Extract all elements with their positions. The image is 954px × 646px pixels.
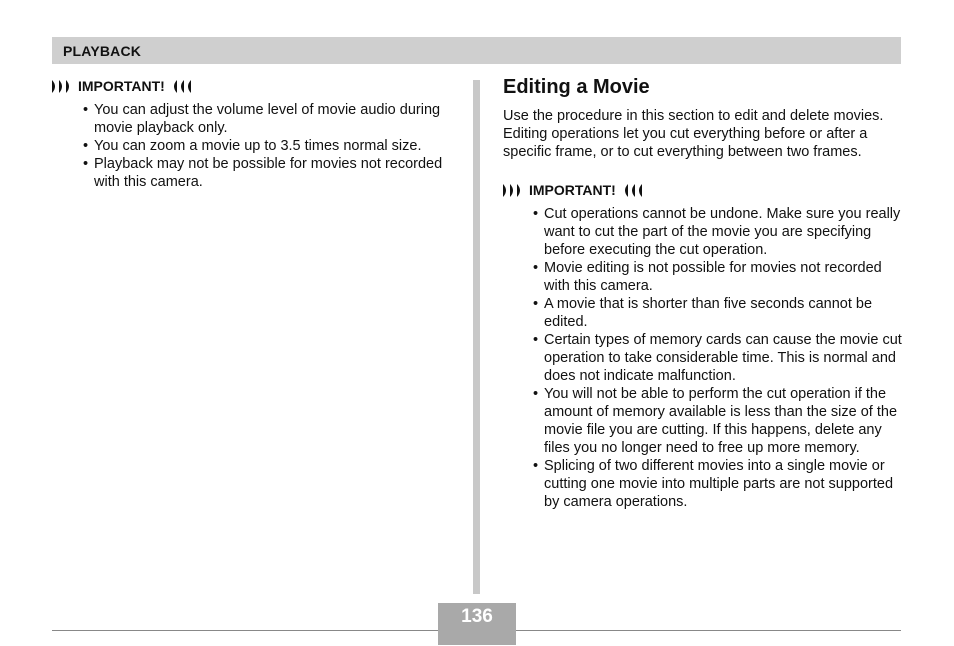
list-item: • Certain types of memory cards can cause the movie cut operation to take considerable time. This is normal and does not indicate malfunction. [533,331,903,385]
page-number-box [438,603,516,645]
important-arrows-left-icon [171,80,191,93]
right-important-heading [503,182,642,198]
right-important-list [533,205,903,511]
list-item: • Cut operations cannot be undone. Make sure you really want to cut the part of the movie you are specifying before executing the cut operation. [533,205,903,259]
important-arrows-left-icon [622,184,642,197]
list-item: • Playback may not be possible for movies not recorded with this camera. [83,155,455,191]
list-item: • Movie editing is not possible for movies not recorded with this camera. [533,259,903,295]
list-item: • A movie that is shorter than five seconds cannot be edited. [533,295,903,331]
left-important-label: IMPORTANT! [78,78,165,94]
column-divider [473,80,480,594]
important-arrows-right-icon [52,80,72,93]
list-item: • You can zoom a movie up to 3.5 times normal size. [83,137,455,155]
page-title: Editing a Movie [503,76,650,98]
section-header-label: PLAYBACK [63,43,142,59]
right-important-label: IMPORTANT! [529,182,616,198]
left-important-heading [52,78,191,94]
list-item: • Splicing of two different movies into a single movie or cutting one movie into multiple parts are not supported by camera operations. [533,457,903,511]
left-important-list [83,101,455,191]
list-item: • You can adjust the volume level of movie audio during movie playback only. [83,101,455,137]
list-item: • You will not be able to perform the cut operation if the amount of memory available is less than the size of the movie file you are cutting. If this happens, delete any files you no longer need to free up more memory. [533,385,903,457]
page-number: 136 [461,606,493,627]
important-arrows-right-icon [503,184,523,197]
section-header-bar [52,37,901,64]
intro-paragraph: Use the procedure in this section to edit and delete movies. Editing operations let you cut everything before or after a specific frame, or to cut everything between two frames. [503,108,884,160]
